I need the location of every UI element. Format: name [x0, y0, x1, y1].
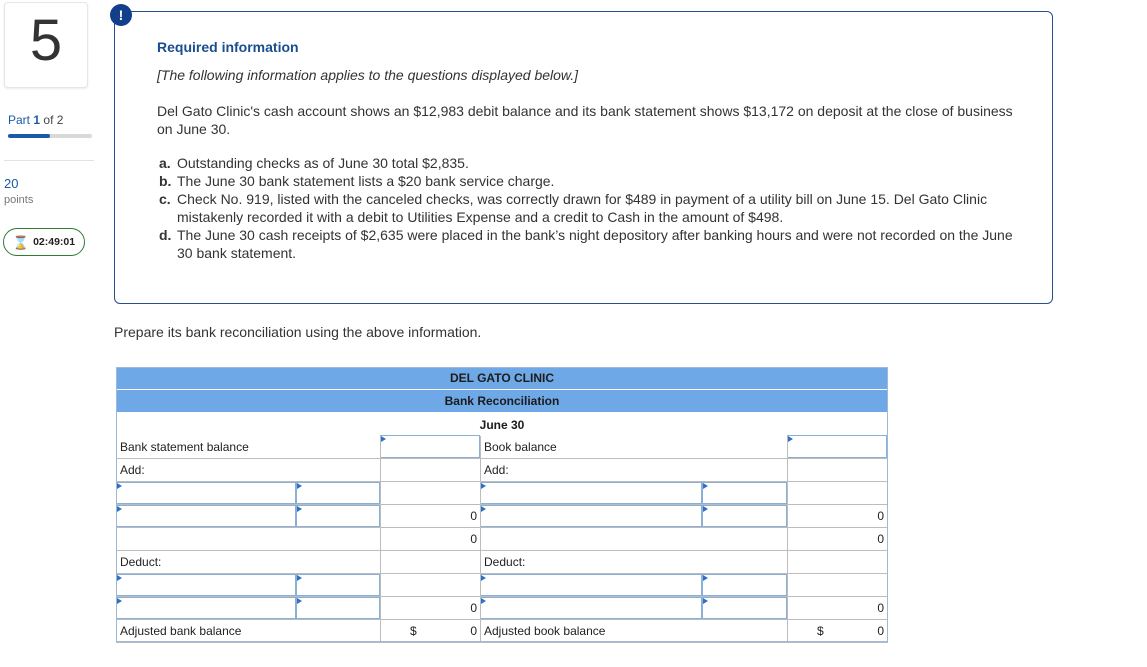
table-row	[116, 505, 888, 528]
question-number-card	[4, 2, 88, 88]
table-row	[116, 620, 888, 643]
points-value: 20	[4, 176, 19, 191]
input-marker-icon	[703, 506, 708, 512]
bank-add-description-input-2[interactable]	[116, 505, 296, 527]
points-label: points	[4, 194, 34, 206]
book-add-amount-input-1[interactable]	[702, 482, 787, 504]
hourglass-icon: ⌛	[12, 234, 30, 250]
input-marker-icon	[297, 483, 302, 489]
book-deduct-subtotal: 0	[877, 601, 884, 615]
required-info-subtitle: [The following information applies to the questions displayed below.]	[157, 67, 579, 83]
adjusted-bank-balance-value: 0	[470, 624, 477, 638]
book-add-description-input-2[interactable]	[480, 505, 702, 527]
book-deduct-label: Deduct:	[484, 555, 526, 569]
item-text: The June 30 bank statement lists a $20 bank service charge.	[177, 173, 555, 189]
reconciliation-date: June 30	[116, 413, 888, 436]
input-marker-icon	[481, 483, 486, 489]
book-deduct-amount-input-2[interactable]	[702, 597, 787, 619]
item-letter: a.	[159, 155, 171, 171]
table-row	[116, 574, 888, 597]
item-letter: b.	[159, 173, 172, 189]
list-item	[159, 172, 1019, 190]
bank-deduct-label: Deduct:	[120, 555, 162, 569]
adjusted-bank-currency: $	[410, 624, 417, 638]
bank-add-amount-input-2[interactable]	[296, 505, 380, 527]
input-marker-icon	[381, 436, 386, 442]
bank-add-label: Add:	[120, 463, 145, 477]
input-marker-icon	[297, 598, 302, 604]
part-current: 1	[33, 113, 41, 127]
item-text: Outstanding checks as of June 30 total $2,835.	[177, 155, 469, 171]
part-indicator	[8, 113, 63, 127]
table-row	[116, 597, 888, 620]
table-row	[116, 551, 888, 574]
book-add-amount-input-2[interactable]	[702, 505, 787, 527]
table-row	[116, 436, 888, 459]
bank-statement-balance-label: Bank statement balance	[120, 440, 249, 454]
item-letter: d.	[159, 227, 172, 243]
alert-icon: !	[110, 4, 132, 26]
column-divider	[380, 436, 381, 643]
sidebar-divider	[4, 160, 94, 161]
problem-intro: Del Gato Clinic's cash account shows an $12,983 debit balance and its bank statement shows $13,172 on deposit at the close of business on June 30.	[157, 103, 1013, 137]
question-number: 5	[29, 8, 63, 73]
timer-badge[interactable]	[3, 228, 85, 256]
bank-add-subtotal-b: 0	[470, 532, 477, 546]
book-balance-input[interactable]	[787, 435, 887, 458]
input-marker-icon	[297, 506, 302, 512]
item-letter: c.	[159, 191, 171, 207]
adjusted-book-balance-value: 0	[877, 624, 884, 638]
instruction-prompt: Prepare its bank reconciliation using the above information.	[114, 324, 482, 340]
part-progress-fill	[8, 134, 50, 138]
bank-deduct-description-input-2[interactable]	[116, 597, 296, 619]
input-marker-icon	[481, 598, 486, 604]
part-word: Part	[8, 113, 31, 127]
bank-deduct-amount-input-2[interactable]	[296, 597, 380, 619]
input-marker-icon	[117, 575, 122, 581]
book-add-label: Add:	[484, 463, 509, 477]
table-row	[116, 528, 888, 551]
input-marker-icon	[117, 506, 122, 512]
input-marker-icon	[117, 598, 122, 604]
book-add-subtotal-a: 0	[877, 509, 884, 523]
input-marker-icon	[703, 483, 708, 489]
bank-deduct-description-input-1[interactable]	[116, 574, 296, 596]
bank-reconciliation-table	[116, 367, 888, 643]
part-progress-bar	[8, 134, 92, 138]
input-marker-icon	[703, 598, 708, 604]
list-item	[159, 190, 1019, 226]
part-of: of 2	[43, 113, 64, 127]
bank-add-subtotal-a: 0	[470, 509, 477, 523]
book-deduct-description-input-1[interactable]	[480, 574, 702, 596]
item-text: Check No. 919, listed with the canceled checks, was correctly drawn for $489 in payment of a utility bill on June 15. Del Gato Clinic mistakenly recorded it with a debit to Utilities Expense and a credit to Cash in the amount of $498.	[177, 191, 988, 225]
reconciliation-title: Bank Reconciliation	[116, 390, 888, 413]
input-marker-icon	[788, 436, 793, 442]
input-marker-icon	[117, 483, 122, 489]
company-name: DEL GATO CLINIC	[116, 367, 888, 390]
input-marker-icon	[297, 575, 302, 581]
bank-add-amount-input-1[interactable]	[296, 482, 380, 504]
adjusted-bank-balance-label: Adjusted bank balance	[120, 624, 242, 638]
book-deduct-description-input-2[interactable]	[480, 597, 702, 619]
bank-deduct-amount-input-1[interactable]	[296, 574, 380, 596]
item-text: The June 30 cash receipts of $2,635 were placed in the bank’s night depository after banking hours and were not recorded on the June 30 bank statement.	[177, 227, 1013, 261]
bank-statement-balance-input[interactable]	[380, 435, 480, 458]
book-balance-label: Book balance	[484, 440, 557, 454]
required-info-title: Required information	[157, 39, 299, 55]
problem-items-list	[159, 154, 1019, 262]
book-add-subtotal-b: 0	[877, 532, 884, 546]
adjusted-book-currency: $	[817, 624, 824, 638]
input-marker-icon	[481, 575, 486, 581]
input-marker-icon	[703, 575, 708, 581]
book-add-description-input-1[interactable]	[480, 482, 702, 504]
bank-add-description-input-1[interactable]	[116, 482, 296, 504]
table-row	[116, 459, 888, 482]
column-divider	[480, 436, 481, 643]
timer-text: 02:49:01	[33, 236, 76, 248]
book-deduct-amount-input-1[interactable]	[702, 574, 787, 596]
table-row	[116, 482, 888, 505]
input-marker-icon	[481, 506, 486, 512]
required-information-panel	[114, 11, 1053, 304]
column-divider	[787, 436, 788, 643]
list-item	[159, 226, 1019, 262]
bank-deduct-subtotal: 0	[470, 601, 477, 615]
adjusted-book-balance-label: Adjusted book balance	[484, 624, 606, 638]
list-item	[159, 154, 1019, 172]
